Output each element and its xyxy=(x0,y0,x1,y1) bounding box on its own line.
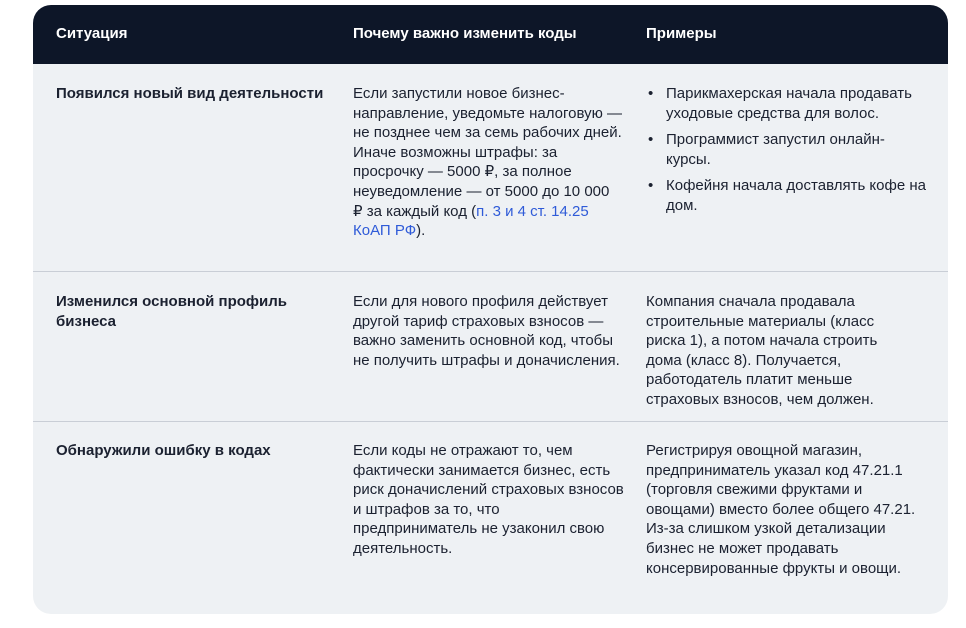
why-cell xyxy=(353,84,623,241)
example-cell: Компания сначала продавала строительные материалы (класс риска 1), а потом начала строить дома (класс 8). Получается, работодатель платит меньше страховых взносов, чем должен. xyxy=(646,293,878,408)
header-why: Почему важно изменить коды xyxy=(353,25,577,42)
why-cell: Если для нового профиля действует другой тариф страховых взносов — важно заменить основной код, чтобы не получить штрафы и доначисления. xyxy=(353,293,620,369)
list-item: • Парикмахерская начала продавать уходовые средства для волос. xyxy=(646,84,928,123)
why-cell: Если коды не отражают то, чем фактически занимается бизнес, есть риск доначислений страховых взносов и штрафов за то, что предприниматель не узаконил свою деятельность. xyxy=(353,442,624,557)
header-situation: Ситуация xyxy=(56,25,128,42)
law-link[interactable]: п. 3 и 4 ст. 14.25 КоАП РФ xyxy=(353,202,589,240)
header-examples: Примеры xyxy=(646,25,717,42)
example-cell: Регистрируя овощной магазин, предприниматель указал код 47.21.1 (торговля свежими фруктами и овощами) вместо более общего 47.21. Из-за слишком узкой детализации бизнес не может продавать консервированные фрукты и овощи. xyxy=(646,442,916,577)
examples-list xyxy=(646,84,928,216)
situation-cell: Появился новый вид деятельности xyxy=(56,85,324,102)
list-item: • Кофейня начала доставлять кофе на дом. xyxy=(646,176,928,215)
why-tail: ). xyxy=(416,222,426,240)
table-row xyxy=(33,64,948,272)
info-table xyxy=(33,5,948,614)
table-row xyxy=(33,272,948,422)
examples-cell xyxy=(646,84,928,223)
list-item: • Программист запустил онлайн-курсы. xyxy=(646,130,928,169)
table-header xyxy=(33,5,948,64)
why-text: Если запустили новое бизнес-направление, уведомьте налоговую — не позднее чем за семь рабочих дней. Иначе возможны штрафы: за просрочку — 5000 ₽, за полное неуведомление — от 5000 до 10 000 ₽ за каждый код ( xyxy=(353,85,622,220)
situation-cell: Обнаружили ошибку в кодах xyxy=(56,442,271,459)
table-row xyxy=(33,422,948,614)
situation-cell: Изменился основной профиль бизнеса xyxy=(56,293,288,330)
